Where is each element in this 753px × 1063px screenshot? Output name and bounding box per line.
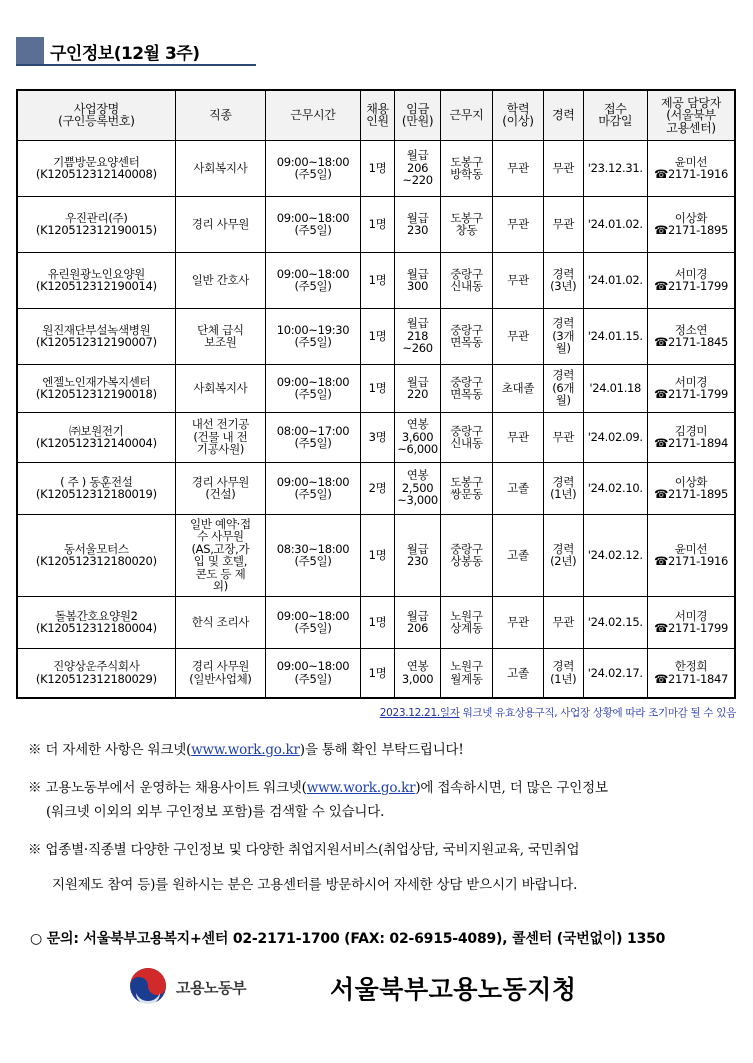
table-cell: ㈜보원전기 (K120512312140004) xyxy=(17,412,175,462)
table-cell: 월급 220 xyxy=(395,364,441,412)
table-cell: 무관 xyxy=(543,596,583,648)
table-cell: 내선 전기공 (건물 내 전 기공사원) xyxy=(175,412,266,462)
table-cell: 노원구 월계동 xyxy=(440,648,492,698)
table-cell: 일반 간호사 xyxy=(175,252,266,308)
note1-text-end: )을 통해 확인 부탁드립니다! xyxy=(299,742,464,758)
table-cell: 09:00~18:00 (주5일) xyxy=(266,596,361,648)
table-cell: 09:00~18:00 (주5일) xyxy=(266,462,361,514)
table-cell: 사회복지사 xyxy=(175,140,266,196)
table-cell: 무관 xyxy=(543,412,583,462)
table-cell: 경리 사무원 xyxy=(175,196,266,252)
table-cell: '24.01.15. xyxy=(583,308,648,364)
table-cell: 도봉구 쌍문동 xyxy=(440,462,492,514)
table-cell: '24.02.15. xyxy=(583,596,648,648)
table-cell: 1명 xyxy=(360,196,394,252)
office-name: 서울북부고용노동지청 xyxy=(330,975,577,1004)
table-cell: 무관 xyxy=(492,412,543,462)
note2-text: ※ 고용노동부에서 운영하는 채용사이트 워크넷( xyxy=(28,780,307,796)
table-cell: '24.02.12. xyxy=(583,514,648,596)
table-cell: 1명 xyxy=(360,308,394,364)
table-cell: 연봉 3,000 xyxy=(395,648,441,698)
table-cell: 1명 xyxy=(360,364,394,412)
table-cell: 중랑구 신내동 xyxy=(440,412,492,462)
table-cell: 연봉 2,500 ~3,000 xyxy=(395,462,441,514)
table-cell: 한식 조리사 xyxy=(175,596,266,648)
table-cell: '24.02.17. xyxy=(583,648,648,698)
table-cell: '24.01.02. xyxy=(583,196,648,252)
table-cell: 경력 (3개 월) xyxy=(543,308,583,364)
table-cell: 초대졸 xyxy=(492,364,543,412)
column-header: 학력 (이상) xyxy=(492,90,543,140)
table-cell: '24.01.18 xyxy=(583,364,648,412)
column-header: 직종 xyxy=(175,90,266,140)
footnote-date: 2023.12.21.일자 xyxy=(379,707,460,719)
table-cell: 중랑구 면목동 xyxy=(440,308,492,364)
table-cell: 1명 xyxy=(360,140,394,196)
table-cell: 월급 230 xyxy=(395,196,441,252)
table-row xyxy=(17,648,735,698)
job-listings-table xyxy=(16,89,736,699)
table-cell: 경력 (1년) xyxy=(543,648,583,698)
table-cell: 김경미 ☎2171-1894 xyxy=(648,412,735,462)
note-worknet-details xyxy=(28,740,728,760)
table-cell: 경리 사무원 (일반사업체) xyxy=(175,648,266,698)
table-cell: 이상화 ☎2171-1895 xyxy=(648,196,735,252)
worknet-link[interactable]: www.work.go.kr xyxy=(191,742,300,758)
table-cell: 08:30~18:00 (주5일) xyxy=(266,514,361,596)
worknet-link-2[interactable]: www.work.go.kr xyxy=(306,780,416,796)
table-cell: 무관 xyxy=(492,308,543,364)
title-underline xyxy=(16,64,256,66)
column-header: 제공 담당자 (서울북부 고용센터) xyxy=(648,90,735,140)
table-cell: 서미경 ☎2171-1799 xyxy=(648,596,735,648)
note-worknet-search xyxy=(28,778,728,798)
table-cell: 이상화 ☎2171-1895 xyxy=(648,462,735,514)
table-cell: 서미경 ☎2171-1799 xyxy=(648,364,735,412)
column-header: 임금 (만원) xyxy=(395,90,441,140)
table-row xyxy=(17,196,735,252)
table-cell: 경력 (2년) xyxy=(543,514,583,596)
table-cell: 09:00~18:00 (주5일) xyxy=(266,196,361,252)
table-cell: 무관 xyxy=(492,596,543,648)
table-cell: 고졸 xyxy=(492,514,543,596)
table-cell: 진양상운주식회사 (K120512312180029) xyxy=(17,648,175,698)
table-cell: 경력 (3년) xyxy=(543,252,583,308)
table-cell: 돌봄간호요양원2 (K120512312180004) xyxy=(17,596,175,648)
ministry-logo-icon xyxy=(128,966,168,1006)
table-cell: 원진재단부설녹색병원 (K120512312190007) xyxy=(17,308,175,364)
table-cell: 고졸 xyxy=(492,648,543,698)
table-cell: 엔젤노인재가복지센터 (K120512312190018) xyxy=(17,364,175,412)
table-cell: 정소연 ☎2171-1845 xyxy=(648,308,735,364)
table-cell: 2명 xyxy=(360,462,394,514)
table-cell: '24.01.02. xyxy=(583,252,648,308)
table-cell: 09:00~18:00 (주5일) xyxy=(266,364,361,412)
table-cell: ( 주 ) 동훈전설 (K120512312180019) xyxy=(17,462,175,514)
table-cell: 1명 xyxy=(360,252,394,308)
table-header-row xyxy=(17,90,735,140)
table-cell: 월급 206 xyxy=(395,596,441,648)
table-cell: 도봉구 방학동 xyxy=(440,140,492,196)
note2-line2: (워크넷 이외의 외부 구인정보 포함)를 검색할 수 있습니다. xyxy=(46,804,385,820)
table-cell: 09:00~18:00 (주5일) xyxy=(266,648,361,698)
column-header: 사업장명 (구인등록번호) xyxy=(17,90,175,140)
table-cell: 1명 xyxy=(360,596,394,648)
table-cell: 연봉 3,600 ~6,000 xyxy=(395,412,441,462)
table-row xyxy=(17,308,735,364)
column-header: 근무시간 xyxy=(266,90,361,140)
table-cell: '24.02.09. xyxy=(583,412,648,462)
table-cell: 무관 xyxy=(492,140,543,196)
table-cell: 노원구 상계동 xyxy=(440,596,492,648)
table-cell: 무관 xyxy=(492,196,543,252)
table-cell: 월급 218 ~260 xyxy=(395,308,441,364)
column-header: 근무지 xyxy=(440,90,492,140)
table-row xyxy=(17,514,735,596)
table-cell: 경력 (1년) xyxy=(543,462,583,514)
table-cell: 윤미선 ☎2171-1916 xyxy=(648,140,735,196)
table-cell: 월급 300 xyxy=(395,252,441,308)
table-cell: 09:00~18:00 (주5일) xyxy=(266,252,361,308)
column-header: 채용 인원 xyxy=(360,90,394,140)
table-cell: 윤미선 ☎2171-1916 xyxy=(648,514,735,596)
table-cell: 중랑구 신내동 xyxy=(440,252,492,308)
note2-text-end: )에 접속하시면, 더 많은 구인정보 xyxy=(415,780,608,796)
table-cell: 서미경 ☎2171-1799 xyxy=(648,252,735,308)
title-accent-bar xyxy=(16,37,44,64)
footnote-text: 워크넷 유효상용구직, 사업장 상황에 따라 조기마감 될 수 있음 xyxy=(459,707,736,719)
table-cell: 10:00~19:30 (주5일) xyxy=(266,308,361,364)
table-cell: 일반 예약·접 수 사무원 (AS,고장,가 입 및 호텔, 콘도 등 제 외) xyxy=(175,514,266,596)
table-row xyxy=(17,412,735,462)
table-cell: 한정희 ☎2171-1847 xyxy=(648,648,735,698)
table-cell: 기쁨방문요양센터 (K120512312140008) xyxy=(17,140,175,196)
column-header: 접수 마감일 xyxy=(583,90,648,140)
table-cell: 중랑구 면목동 xyxy=(440,364,492,412)
table-cell: 경리 사무원 (건설) xyxy=(175,462,266,514)
table-cell: 무관 xyxy=(492,252,543,308)
table-cell: '24.02.10. xyxy=(583,462,648,514)
table-row xyxy=(17,140,735,196)
table-cell: 유린원광노인요양원 (K120512312190014) xyxy=(17,252,175,308)
table-row xyxy=(17,252,735,308)
table-cell: 단체 급식 보조원 xyxy=(175,308,266,364)
ministry-name: 고용노동부 xyxy=(176,979,246,997)
table-cell: 09:00~18:00 (주5일) xyxy=(266,140,361,196)
table-row xyxy=(17,364,735,412)
table-cell: 우진관리(주) (K120512312190015) xyxy=(17,196,175,252)
table-cell: 월급 230 xyxy=(395,514,441,596)
table-row xyxy=(17,596,735,648)
note3-line1: ※ 업종별·직종별 다양한 구인정보 및 다양한 취업지원서비스(취업상담, 국비지원교육, 국민취업 xyxy=(28,842,580,858)
column-header: 경력 xyxy=(543,90,583,140)
table-row xyxy=(17,462,735,514)
table-cell: 고졸 xyxy=(492,462,543,514)
table-cell: '23.12.31. xyxy=(583,140,648,196)
table-cell: 월급 206 ~220 xyxy=(395,140,441,196)
table-cell: 1명 xyxy=(360,514,394,596)
table-footnote xyxy=(0,705,736,720)
table-cell: 무관 xyxy=(543,196,583,252)
contact-info: ○ 문의: 서울북부고용복지+센터 02-2171-1700 (FAX: 02-6915-4089), 콜센터 (국번없이) 1350 xyxy=(30,931,666,947)
table-cell: 중랑구 상봉동 xyxy=(440,514,492,596)
table-cell: 08:00~17:00 (주5일) xyxy=(266,412,361,462)
table-cell: 3명 xyxy=(360,412,394,462)
page-title: 구인정보(12월 3주) xyxy=(50,44,200,64)
table-cell: 도봉구 창동 xyxy=(440,196,492,252)
note3-line2: 지원제도 참여 등)를 원하시는 분은 고용센터를 방문하시어 자세한 상담 받으시기 바랍니다. xyxy=(52,877,578,893)
table-cell: 사회복지사 xyxy=(175,364,266,412)
section-title xyxy=(16,37,256,67)
table-cell: 동서울모터스 (K120512312180020) xyxy=(17,514,175,596)
note1-text: ※ 더 자세한 사항은 워크넷( xyxy=(28,742,192,758)
table-cell: 경력 (6개 월) xyxy=(543,364,583,412)
table-cell: 무관 xyxy=(543,140,583,196)
table-cell: 1명 xyxy=(360,648,394,698)
